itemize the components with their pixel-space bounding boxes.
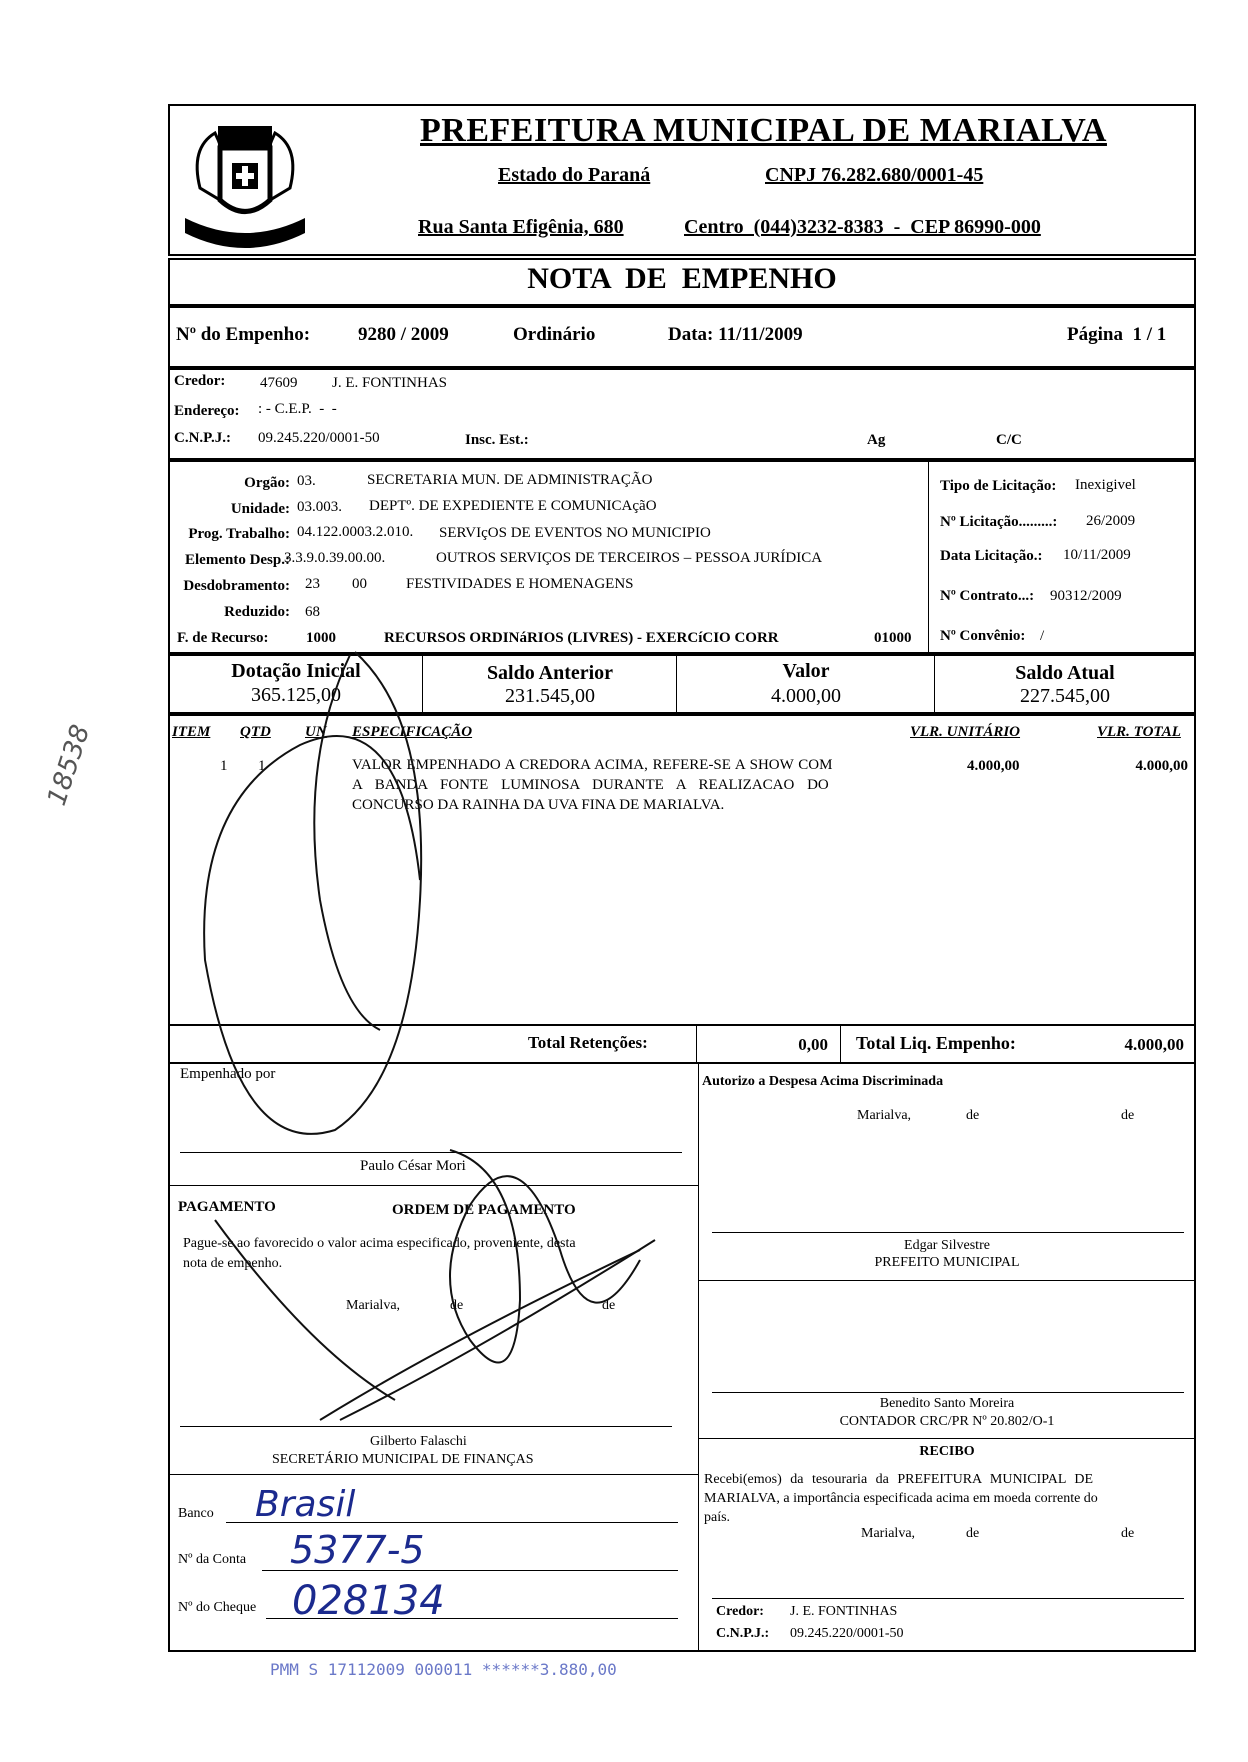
row-desc-2: A BANDA FONTE LUMINOSA DURANTE A REALIZACAO DO [352, 777, 829, 793]
empenhado-name: Paulo César Mori [360, 1158, 466, 1174]
saldo-anterior-value: 231.545,00 [505, 685, 595, 707]
pagamento-text-1: Pague-se ao favorecido o valor acima especificado, proveniente, desta [183, 1236, 576, 1251]
recibo-text-2: MARIALVA, a importância especificada acima em moeda corrente do [704, 1491, 1098, 1506]
red-label: Reduzido: [224, 604, 290, 620]
convenio-value: / [1040, 628, 1045, 644]
empenhado-label: Empenhado por [180, 1066, 276, 1082]
recibo-cnpj-value: 09.245.220/0001-50 [790, 1626, 904, 1641]
pagamento-de-2: de [602, 1298, 616, 1313]
col-unit: VLR. UNITÁRIO [910, 724, 1021, 740]
coat-of-arms-icon [170, 108, 320, 258]
rec-num: 01000 [874, 630, 912, 646]
recibo-de-2: de [1121, 1526, 1135, 1541]
credor-label: Credor: [174, 373, 226, 389]
recibo-place: Marialva, [861, 1526, 916, 1541]
saldo-atual-value: 227.545,00 [1020, 685, 1110, 707]
header-title: PREFEITURA MUNICIPAL DE MARIALVA [420, 112, 1107, 149]
credor-code: 47609 [260, 375, 298, 391]
dotacao-value: 365.125,00 [251, 684, 341, 706]
row-unit: 4.000,00 [967, 758, 1020, 774]
unidade-code: 03.003. [297, 499, 342, 515]
secretario-name: Gilberto Falaschi [370, 1434, 467, 1449]
col-un: UN [305, 724, 327, 740]
unidade-label: Unidade: [230, 501, 290, 517]
col-item: ITEM [172, 724, 211, 740]
prefeito-name: Edgar Silvestre [904, 1238, 990, 1253]
prog-code: 04.122.0003.2.010. [297, 524, 414, 540]
autorizo-de-1: de [966, 1108, 980, 1123]
header-state: Estado do Paraná [498, 164, 651, 186]
recibo-credor-name: J. E. FONTINHAS [790, 1604, 898, 1619]
col-qtd: QTD [240, 724, 271, 740]
pagamento-label: PAGAMENTO [178, 1199, 276, 1215]
desd-sub: 00 [352, 576, 367, 592]
payment-stamp: PMM S 17112009 000011 ******3.880,00 [270, 1660, 617, 1679]
retencoes-label: Total Retenções: [528, 1033, 648, 1052]
saldo-atual-label: Saldo Atual [1015, 662, 1115, 684]
rec-label: F. de Recurso: [177, 630, 269, 646]
page-number: Página 1 / 1 [1067, 324, 1167, 345]
orgao-label: Orgão: [244, 475, 290, 491]
retencoes-value: 0,00 [798, 1035, 828, 1054]
header-cnpj: CNPJ 76.282.680/0001-45 [765, 164, 984, 186]
secretario-title: SECRETÁRIO MUNICIPAL DE FINANÇAS [272, 1452, 534, 1467]
insc-label: Insc. Est.: [465, 432, 529, 448]
recibo-label: RECIBO [919, 1444, 975, 1459]
pagamento-place: Marialva, [346, 1298, 401, 1313]
desd-name: FESTIVIDADES E HOMENAGENS [406, 576, 634, 592]
margin-note: 18538 [42, 721, 97, 810]
contrato-value: 90312/2009 [1050, 588, 1122, 604]
unidade-name: DEPTº. DE EXPEDIENTE E COMUNICAçãO [369, 498, 657, 514]
cnpj-label: C.N.P.J.: [174, 430, 231, 446]
empenho-number: 9280 / 2009 [358, 324, 449, 345]
desd-code: 23 [305, 576, 320, 592]
orgao-code: 03. [297, 473, 316, 489]
conta-value: 5377-5 [290, 1528, 425, 1572]
ordem-label: ORDEM DE PAGAMENTO [392, 1202, 576, 1218]
licit-num-value: 26/2009 [1086, 513, 1136, 529]
licit-data-label: Data Licitação.: [940, 548, 1043, 564]
empenho-date: Data: 11/11/2009 [668, 324, 803, 345]
elem-name: OUTROS SERVIÇOS DE TERCEIROS – PESSOA JURÍDICA [436, 550, 823, 566]
conta-label: Nº da Conta [178, 1552, 247, 1567]
autorizo-place: Marialva, [857, 1108, 912, 1123]
contrato-label: Nº Contrato...: [940, 588, 1035, 604]
address-value: : - C.E.P. - - [258, 401, 337, 417]
recibo-text-3: país. [704, 1510, 731, 1525]
col-espec: ESPECIFICAÇÃO [352, 724, 473, 740]
ag-label: Ag [867, 432, 886, 448]
row-qtd: 1 [258, 758, 266, 774]
contador-name: Benedito Santo Moreira [879, 1396, 1015, 1411]
saldo-anterior-label: Saldo Anterior [486, 662, 614, 684]
prog-label: Prog. Trabalho: [188, 526, 290, 542]
banco-value: Brasil [255, 1484, 356, 1525]
header-address: Rua Santa Efigênia, 680 [418, 216, 624, 238]
convenio-label: Nº Convênio: [940, 628, 1026, 644]
cc-label: C/C [996, 432, 1022, 448]
elem-code: 3.3.9.0.39.00.00. [284, 550, 386, 566]
col-total: VLR. TOTAL [1097, 724, 1181, 740]
row-desc-1: VALOR EMPENHADO A CREDORA ACIMA, REFERE-SE A SHOW COM [352, 757, 833, 773]
orgao-name: SECRETARIA MUN. DE ADMINISTRAÇÃO [367, 472, 653, 488]
recibo-cnpj-label: C.N.P.J.: [716, 1626, 770, 1641]
rec-name: RECURSOS ORDINáRIOS (LIVRES) - EXERCíCIO CORR [384, 630, 779, 646]
red-code: 68 [305, 604, 320, 620]
desd-label: Desdobramento: [183, 578, 290, 594]
cheque-value: 028134 [292, 1578, 445, 1624]
address-label: Endereço: [174, 403, 240, 419]
credor-name: J. E. FONTINHAS [332, 375, 448, 391]
banco-label: Banco [178, 1506, 214, 1521]
pagamento-de-1: de [450, 1298, 464, 1313]
total-liq-label: Total Liq. Empenho: [856, 1033, 1016, 1053]
row-total: 4.000,00 [1135, 758, 1188, 774]
valor-value: 4.000,00 [771, 685, 841, 707]
elem-label: Elemento Desp.: [185, 552, 290, 568]
prog-name: SERVIçOS DE EVENTOS NO MUNICIPIO [439, 525, 711, 541]
licit-tipo-label: Tipo de Licitação: [940, 478, 1057, 494]
licit-data-value: 10/11/2009 [1063, 547, 1131, 563]
pagamento-text-2: nota de empenho. [183, 1256, 283, 1271]
valor-label: Valor [782, 660, 830, 682]
total-liq-value: 4.000,00 [1124, 1035, 1184, 1054]
recibo-de-1: de [966, 1526, 980, 1541]
empenho-label: Nº do Empenho: [176, 324, 311, 345]
autorizo-label: Autorizo a Despesa Acima Discriminada [702, 1074, 944, 1089]
empenho-type: Ordinário [513, 324, 596, 345]
row-item: 1 [220, 758, 228, 774]
header-contact: Centro (044)3232-8383 - CEP 86990-000 [684, 216, 1041, 238]
doc-title: NOTA DE EMPENHO [527, 262, 837, 295]
dotacao-label: Dotação Inicial [231, 660, 361, 682]
cheque-label: Nº do Cheque [178, 1600, 257, 1615]
prefeito-title: PREFEITO MUNICIPAL [874, 1255, 1020, 1270]
licit-tipo-value: Inexigivel [1075, 477, 1136, 493]
totals-box [168, 1024, 1196, 1064]
cnpj-value: 09.245.220/0001-50 [258, 430, 380, 446]
contador-title: CONTADOR CRC/PR Nº 20.802/O-1 [839, 1414, 1055, 1429]
recibo-credor-label: Credor: [716, 1604, 764, 1619]
recibo-text-1: Recebi(emos) da tesouraria da PREFEITURA MUNICIPAL DE [704, 1472, 1094, 1487]
row-desc-3: CONCURSO DA RAINHA DA UVA FINA DE MARIALVA. [352, 797, 725, 813]
rec-code: 1000 [306, 630, 336, 646]
autorizo-de-2: de [1121, 1108, 1135, 1123]
licit-num-label: Nº Licitação.........: [940, 514, 1058, 530]
